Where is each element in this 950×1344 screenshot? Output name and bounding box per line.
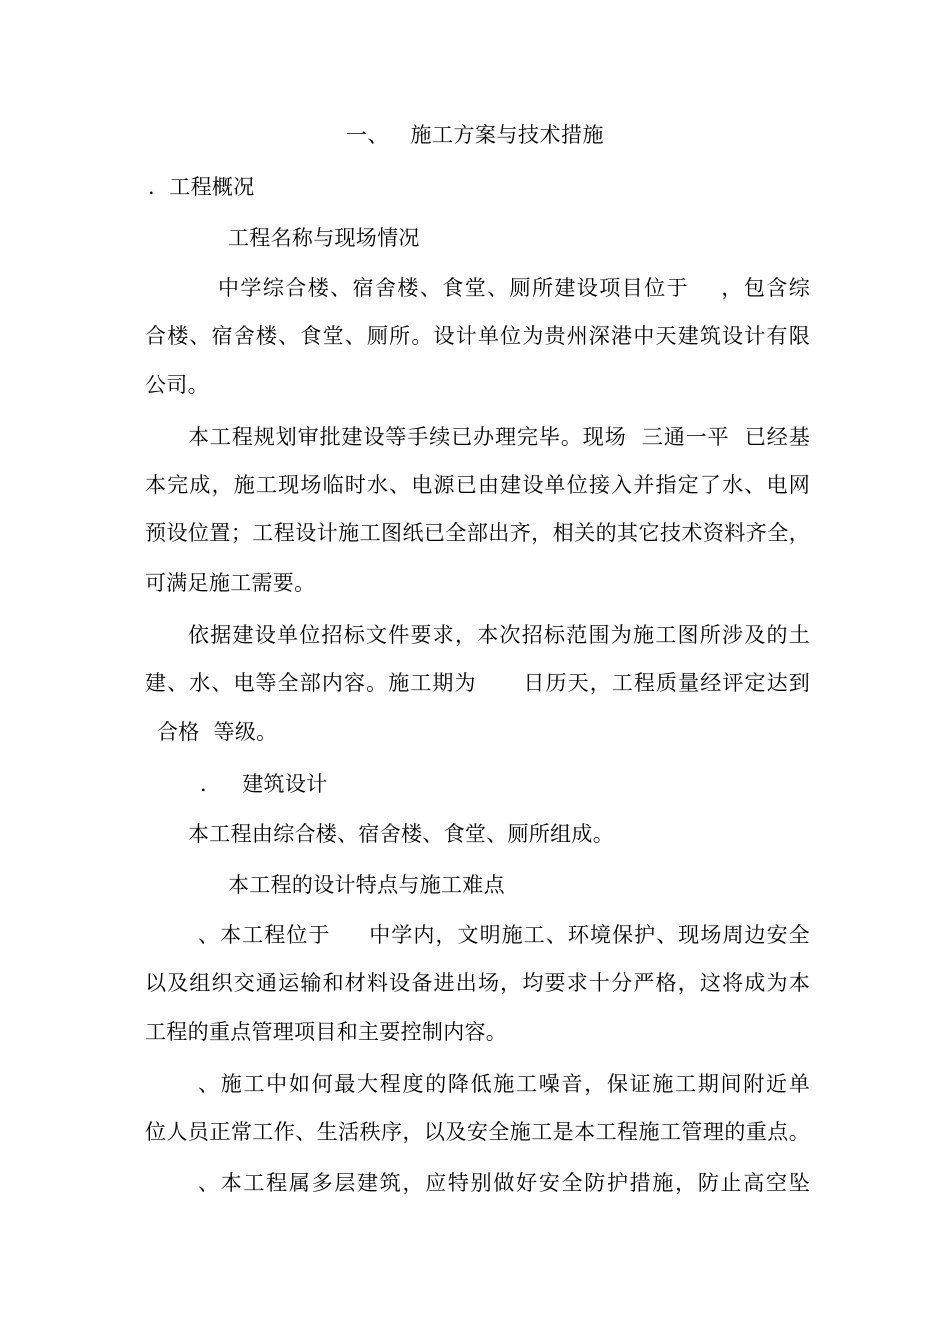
paragraph-line: 合楼、宿舍楼、食堂、厕所。设计单位为贵州深港中天建筑设计有限 — [145, 324, 810, 348]
paragraph-line: 以及组织交通运输和材料设备进出场，均要求十分严格，这将成为本 — [145, 971, 810, 995]
paragraph-line: 工程的重点管理项目和主要控制内容。 — [145, 1020, 508, 1044]
paragraph-line: 本完成，施工现场临时水、电源已由建设单位接入并指定了水、电网 — [145, 473, 810, 497]
paragraph-line: 本工程规划审批建设等手续已办理完毕。现场 三通一平 已经基 — [188, 425, 810, 449]
heading-architectural-design: ． 建筑设计 — [200, 772, 328, 796]
paragraph-line: 、本工程位于 中学内，文明施工、环境保护、现场周边安全 — [198, 923, 810, 947]
paragraph-line: 位人员正常工作、生活秩序，以及安全施工是本工程施工管理的重点。 — [145, 1120, 810, 1144]
paragraph-line: 中学综合楼、宿舍楼、食堂、厕所建设项目位于 ，包含综 — [218, 276, 810, 300]
heading-project-overview: ．工程概况 — [148, 175, 255, 199]
paragraph-line: 、施工中如何最大程度的降低施工噪音，保证施工期间附近单 — [198, 1072, 810, 1096]
paragraph-line: 预设位置；工程设计施工图纸已全部出齐，相关的其它技术资料齐全， — [145, 521, 810, 545]
document-title: 一、 施工方案与技术措施 — [345, 123, 605, 147]
paragraph-line: 公司。 — [145, 373, 209, 397]
paragraph-line: 本工程由综合楼、宿舍楼、食堂、厕所组成。 — [188, 822, 614, 846]
paragraph-line: 、本工程属多层建筑，应特别做好安全防护措施，防止高空坠 — [198, 1171, 810, 1195]
heading-name-and-site: 工程名称与现场情况 — [228, 226, 420, 250]
heading-design-features: 本工程的设计特点与施工难点 — [228, 873, 505, 897]
paragraph-line: 可满足施工需要。 — [145, 571, 316, 595]
paragraph-line: 依据建设单位招标文件要求，本次招标范围为施工图所涉及的土 — [188, 623, 810, 647]
paragraph-line: 合格 等级。 — [150, 720, 278, 744]
paragraph-line: 建、水、电等全部内容。施工期为 日历天，工程质量经评定达到 — [145, 671, 810, 695]
